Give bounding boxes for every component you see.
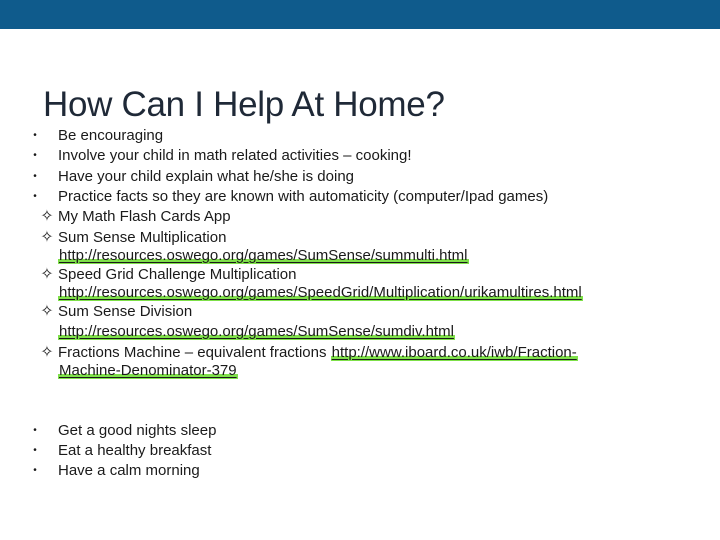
resource-link-row: [58, 322, 455, 342]
sum-division-link[interactable]: http://resources.oswego.org/games/SumSense/sumdiv.html: [59, 323, 454, 340]
bullet-dot-icon: •: [33, 150, 37, 161]
bullet-text: Involve your child in math related activities – cooking!: [58, 147, 412, 164]
resource-label: Sum Sense Multiplication: [58, 229, 227, 246]
slide-title: How Can I Help At Home?: [43, 85, 445, 125]
speed-grid-link[interactable]: http://resources.oswego.org/games/SpeedGrid/Multiplication/urikamultires.html: [59, 284, 582, 301]
diamond-bullet-icon: ✧: [40, 208, 54, 225]
bullet-text: Eat a healthy breakfast: [58, 442, 212, 459]
bullet-dot-icon: •: [33, 445, 37, 456]
resource-label: Sum Sense Division: [58, 303, 193, 320]
bullet-dot-icon: •: [33, 465, 37, 476]
bullet-text: Have your child explain what he/she is doing: [58, 168, 355, 185]
resource-link-row: [58, 246, 469, 266]
bullet-text: Be encouraging: [58, 127, 164, 144]
bullet-dot-icon: •: [33, 171, 37, 182]
diamond-bullet-icon: ✧: [40, 266, 54, 283]
resource-fractions-row: [58, 343, 578, 363]
bullet-text: Practice facts so they are known with automaticity (computer/Ipad games): [58, 188, 549, 205]
sum-multiplication-link[interactable]: http://resources.oswego.org/games/SumSense/summulti.html: [59, 247, 468, 264]
bullet-text: Get a good nights sleep: [58, 422, 217, 439]
top-banner: [0, 0, 720, 29]
bullet-dot-icon: •: [33, 130, 37, 141]
bullet-text: Have a calm morning: [58, 462, 200, 479]
bullet-dot-icon: •: [33, 425, 37, 436]
bullet-dot-icon: •: [33, 191, 37, 202]
resource-label: Fractions Machine – equivalent fractions: [58, 344, 327, 361]
fractions-link[interactable]: http://www.iboard.co.uk/iwb/Fraction-: [331, 344, 577, 361]
resource-link-row: [58, 361, 238, 381]
resource-label: Speed Grid Challenge Multiplication: [58, 266, 297, 283]
diamond-bullet-icon: ✧: [40, 303, 54, 320]
resource-app-label: My Math Flash Cards App: [58, 208, 231, 225]
resource-link-row: [58, 283, 583, 303]
diamond-bullet-icon: ✧: [40, 344, 54, 361]
fractions-link-continued[interactable]: Machine-Denominator-379: [59, 362, 237, 379]
diamond-bullet-icon: ✧: [40, 229, 54, 246]
